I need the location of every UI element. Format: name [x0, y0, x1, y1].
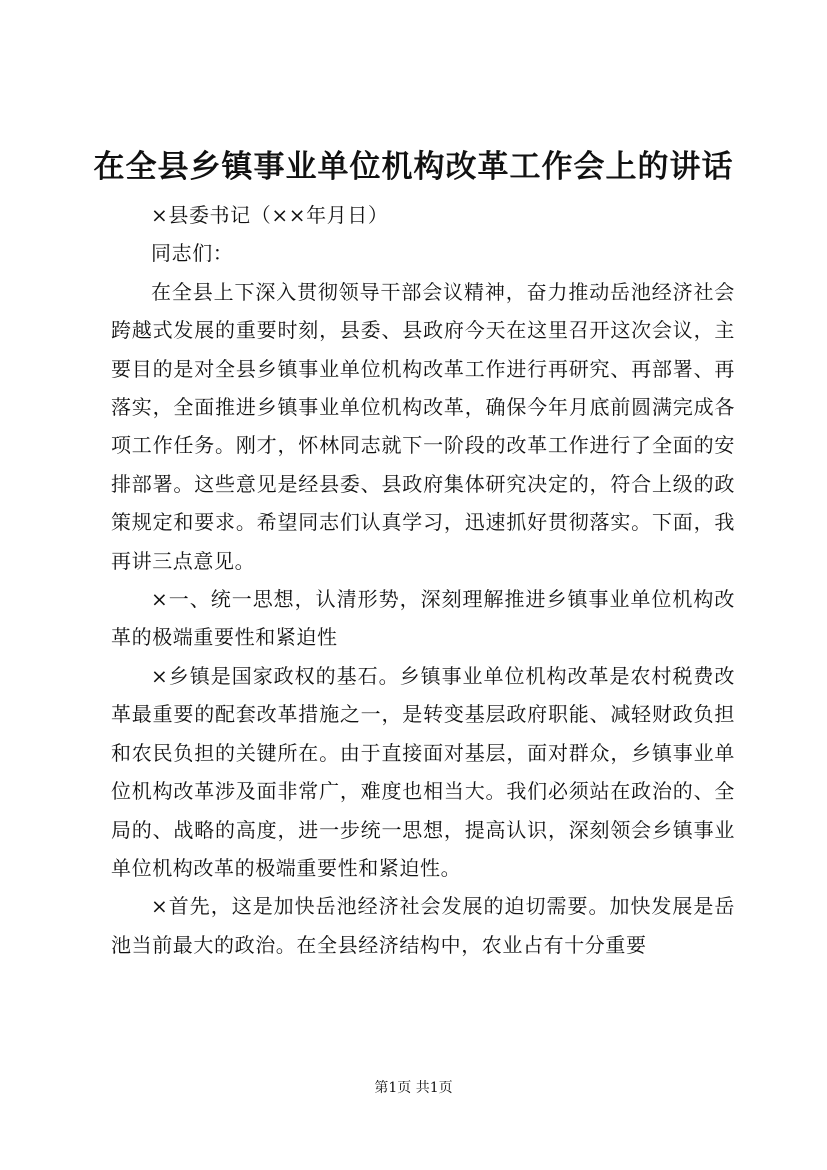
author-date-line: ×县委书记（××年月日） — [151, 203, 389, 227]
page-footer: 第1页 共1页 — [374, 1080, 453, 1096]
paragraph-section-1: ×乡镇是国家政权的基石。乡镇事业单位机构改革是农村税费改革最重要的配套改革措施之一，是转变基层政府职能、减轻财政负担和农民负担的关键所在。由于直接面对基层，面对群众，乡镇事业单位机构改革涉及面非常广，难度也相当大。我们必须站在政治的、全局的、战略的高度，进一步统一思想，提高认识，深刻领会乡镇事业单位机构改革的极端重要性和紧迫性。 — [111, 663, 735, 880]
document-body — [111, 196, 735, 964]
paragraph-first-point: ×首先，这是加快岳池经济社会发展的迫切需要。加快发展是岳池当前最大的政治。在全县经济结构中，农业占有十分重要 — [111, 894, 735, 957]
section-heading-1: ×一、统一思想，认清形势，深刻理解推进乡镇事业单位机构改革的极端重要性和紧迫性 — [111, 587, 735, 650]
document-title: 在全县乡镇事业单位机构改革工作会上的讲话 — [93, 149, 734, 185]
salutation: 同志们： — [151, 241, 234, 266]
paragraph-intro: 在全县上下深入贯彻领导干部会议精神，奋力推动岳池经济社会跨越式发展的重要时刻，县委、县政府今天在这里召开这次会议，主要目的是对全县乡镇事业单位机构改革工作进行再研究、再部署、再落实，全面推进乡镇事业单位机构改革，确保今年月底前圆满完成各项工作任务。刚才，怀林同志就下一阶段的改革工作进行了全面的安排部署。这些意见是经县委、县政府集体研究决定的，符合上级的政策规定和要求。希望同志们认真学习，迅速抓好贯彻落实。下面，我再讲三点意见。 — [111, 279, 735, 573]
